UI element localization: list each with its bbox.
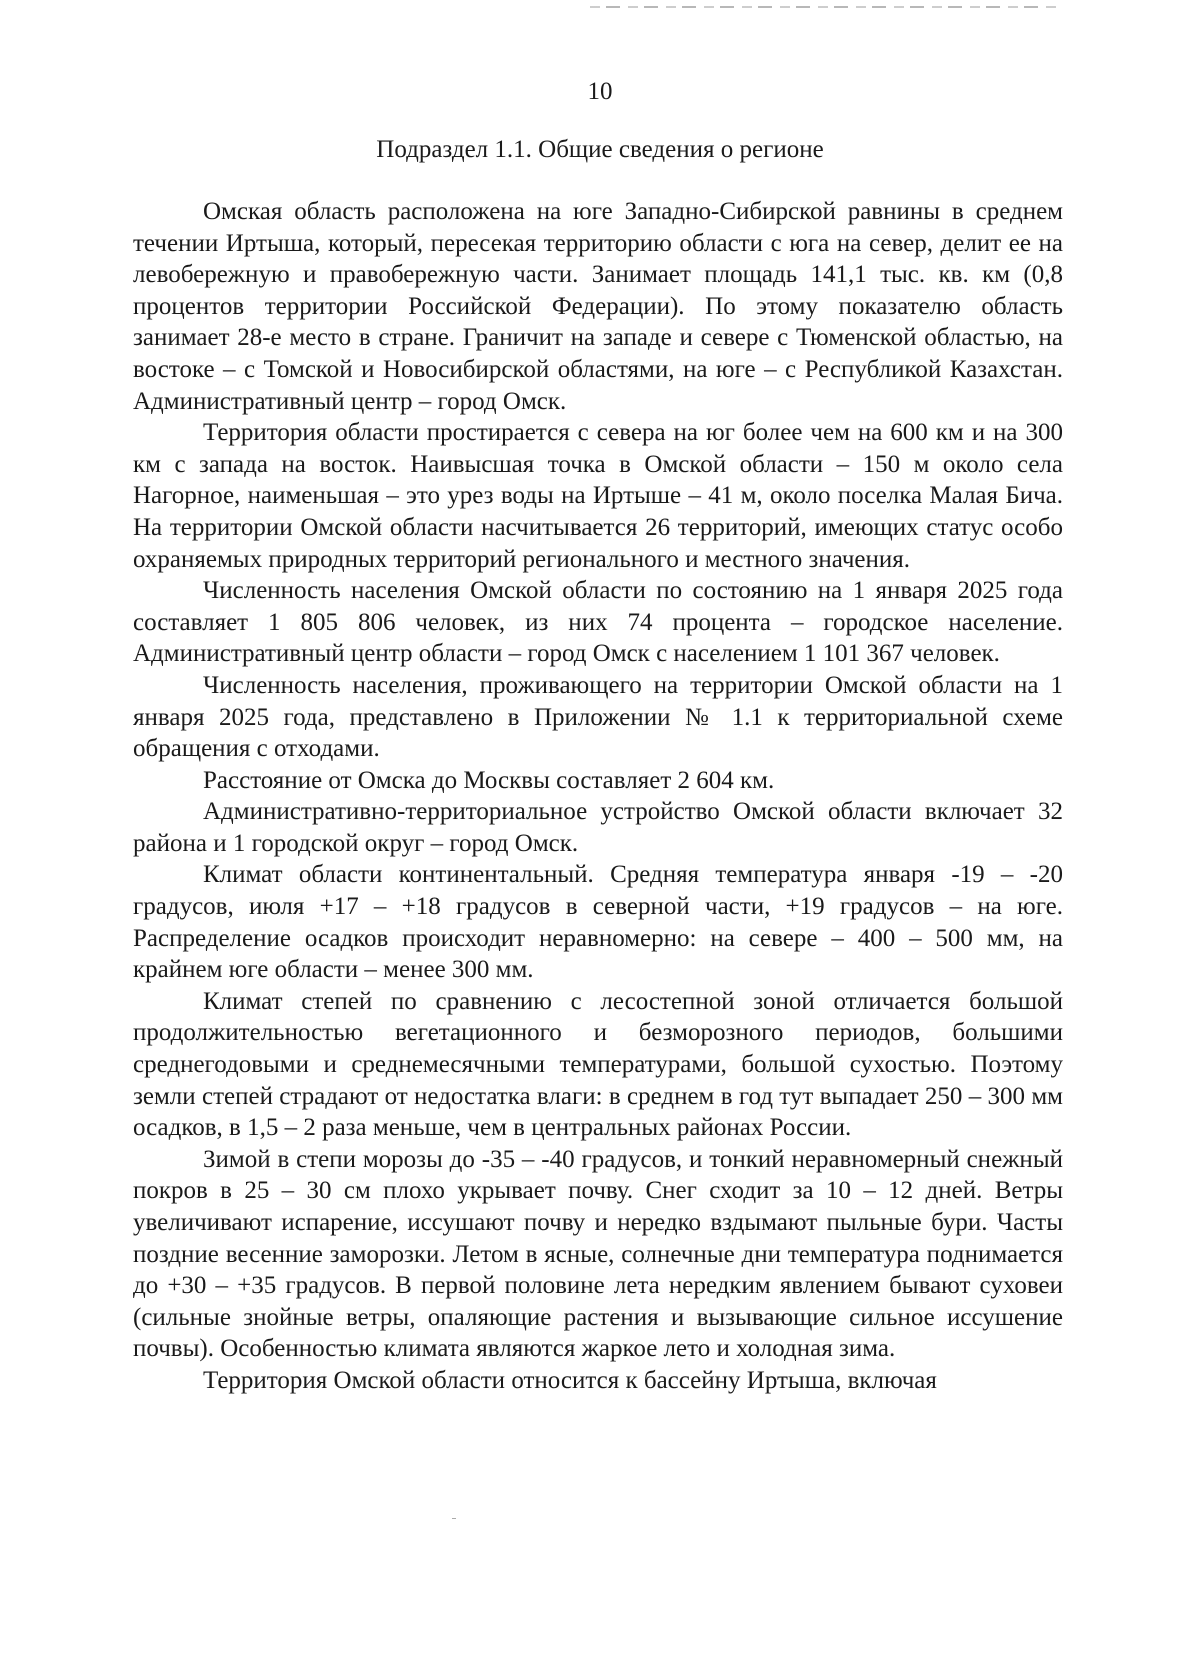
paragraph-climate: Климат области континентальный. Средняя температура января -19 – -20 градусов, июля +17 – +18 градусов в северной части, +19 градусов – на юге. Распределение осадков происходит неравномерно: на севере – 400 – 500 мм, на крайнем юге области – менее 300 мм.	[133, 861, 1063, 984]
paragraph-population: Численность населения Омской области по состоянию на 1 января 2025 года составляет 1 805 806 человек, из них 74 процента – городское население. Административный центр области – город Омск с населением 1 101 367 человек.	[133, 577, 1063, 668]
paragraph-steppe-climate: Климат степей по сравнению с лесостепной зоной отличается большой продолжительностью вегетационного и безморозного периодов, большими среднегодовыми и среднемесячными температурами, большой сухостью. Поэтому земли степей страдают от недостатка влаги: в среднем в год тут выпадает 250 – 300 мм осадков, в 1,5 – 2 раза меньше, чем в центральных районах России.	[133, 987, 1063, 1142]
body-text	[133, 196, 1063, 1397]
paragraph-location: Омская область расположена на юге Западно-Сибирской равнины в среднем течении Иртыша, который, пересекая территорию области с юга на север, делит ее на левобережную и правобережную части. Занимает площадь 141,1 тыс. кв. км (0,8 процентов территории Российской Федерации). По этому показателю область занимает 28-е место в стране. Граничит на западе и севере с Тюменской областью, на востоке – с Томской и Новосибирской областями, на юге – с Республикой Казахстан. Административный центр – город Омск.	[133, 198, 1063, 415]
paragraph-winter-summer: Зимой в степи морозы до -35 – -40 градусов, и тонкий неравномерный снежный покров в 25 – 30 см плохо укрывает почву. Снег сходит за 10 – 12 дней. Ветры увеличивают испарение, иссушают почву и нередко вздымают пыльные бури. Часты поздние весенние заморозки. Летом в ясные, солнечные дни температура поднимается до +30 – +35 градусов. В первой половине лета нередким явлением бывают суховеи (сильные знойные ветры, опаляющие растения и вызывающие сильное иссушение почвы). Особенностью климата являются жаркое лето и холодная зима.	[133, 1145, 1063, 1363]
paragraph-population-appendix: Численность населения, проживающего на территории Омской области на 1 января 2025 года, представлено в Приложении № 1.1 к территориальной схеме обращения с отходами.	[133, 671, 1063, 763]
section-title: Подраздел 1.1. Общие сведения о регионе	[376, 136, 824, 163]
page-number: 10	[587, 78, 613, 105]
paragraph-irtysh-basin: Территория Омской области относится к бассейну Иртыша, включая	[203, 1366, 937, 1394]
paragraph-distance-moscow: Расстояние от Омска до Москвы составляет 2 604 км.	[203, 766, 775, 794]
paragraph-administrative-structure: Административно-территориальное устройство Омской области включает 32 района и 1 городской округ – город Омск.	[133, 798, 1063, 857]
scan-artifact-dot	[452, 1518, 456, 1519]
scan-artifact	[590, 6, 1060, 8]
paragraph-territory-extent: Территория области простирается с севера на юг более чем на 600 км и на 300 км с запада на восток. Наивысшая точка в Омской области – 150 м около села Нагорное, наименьшая – это урез воды на Иртыше – 41 м, около поселка Малая Бича. На территории Омской области насчитывается 26 территорий, имеющих статус особо охраняемых природных территорий регионального и местного значения.	[133, 419, 1063, 573]
